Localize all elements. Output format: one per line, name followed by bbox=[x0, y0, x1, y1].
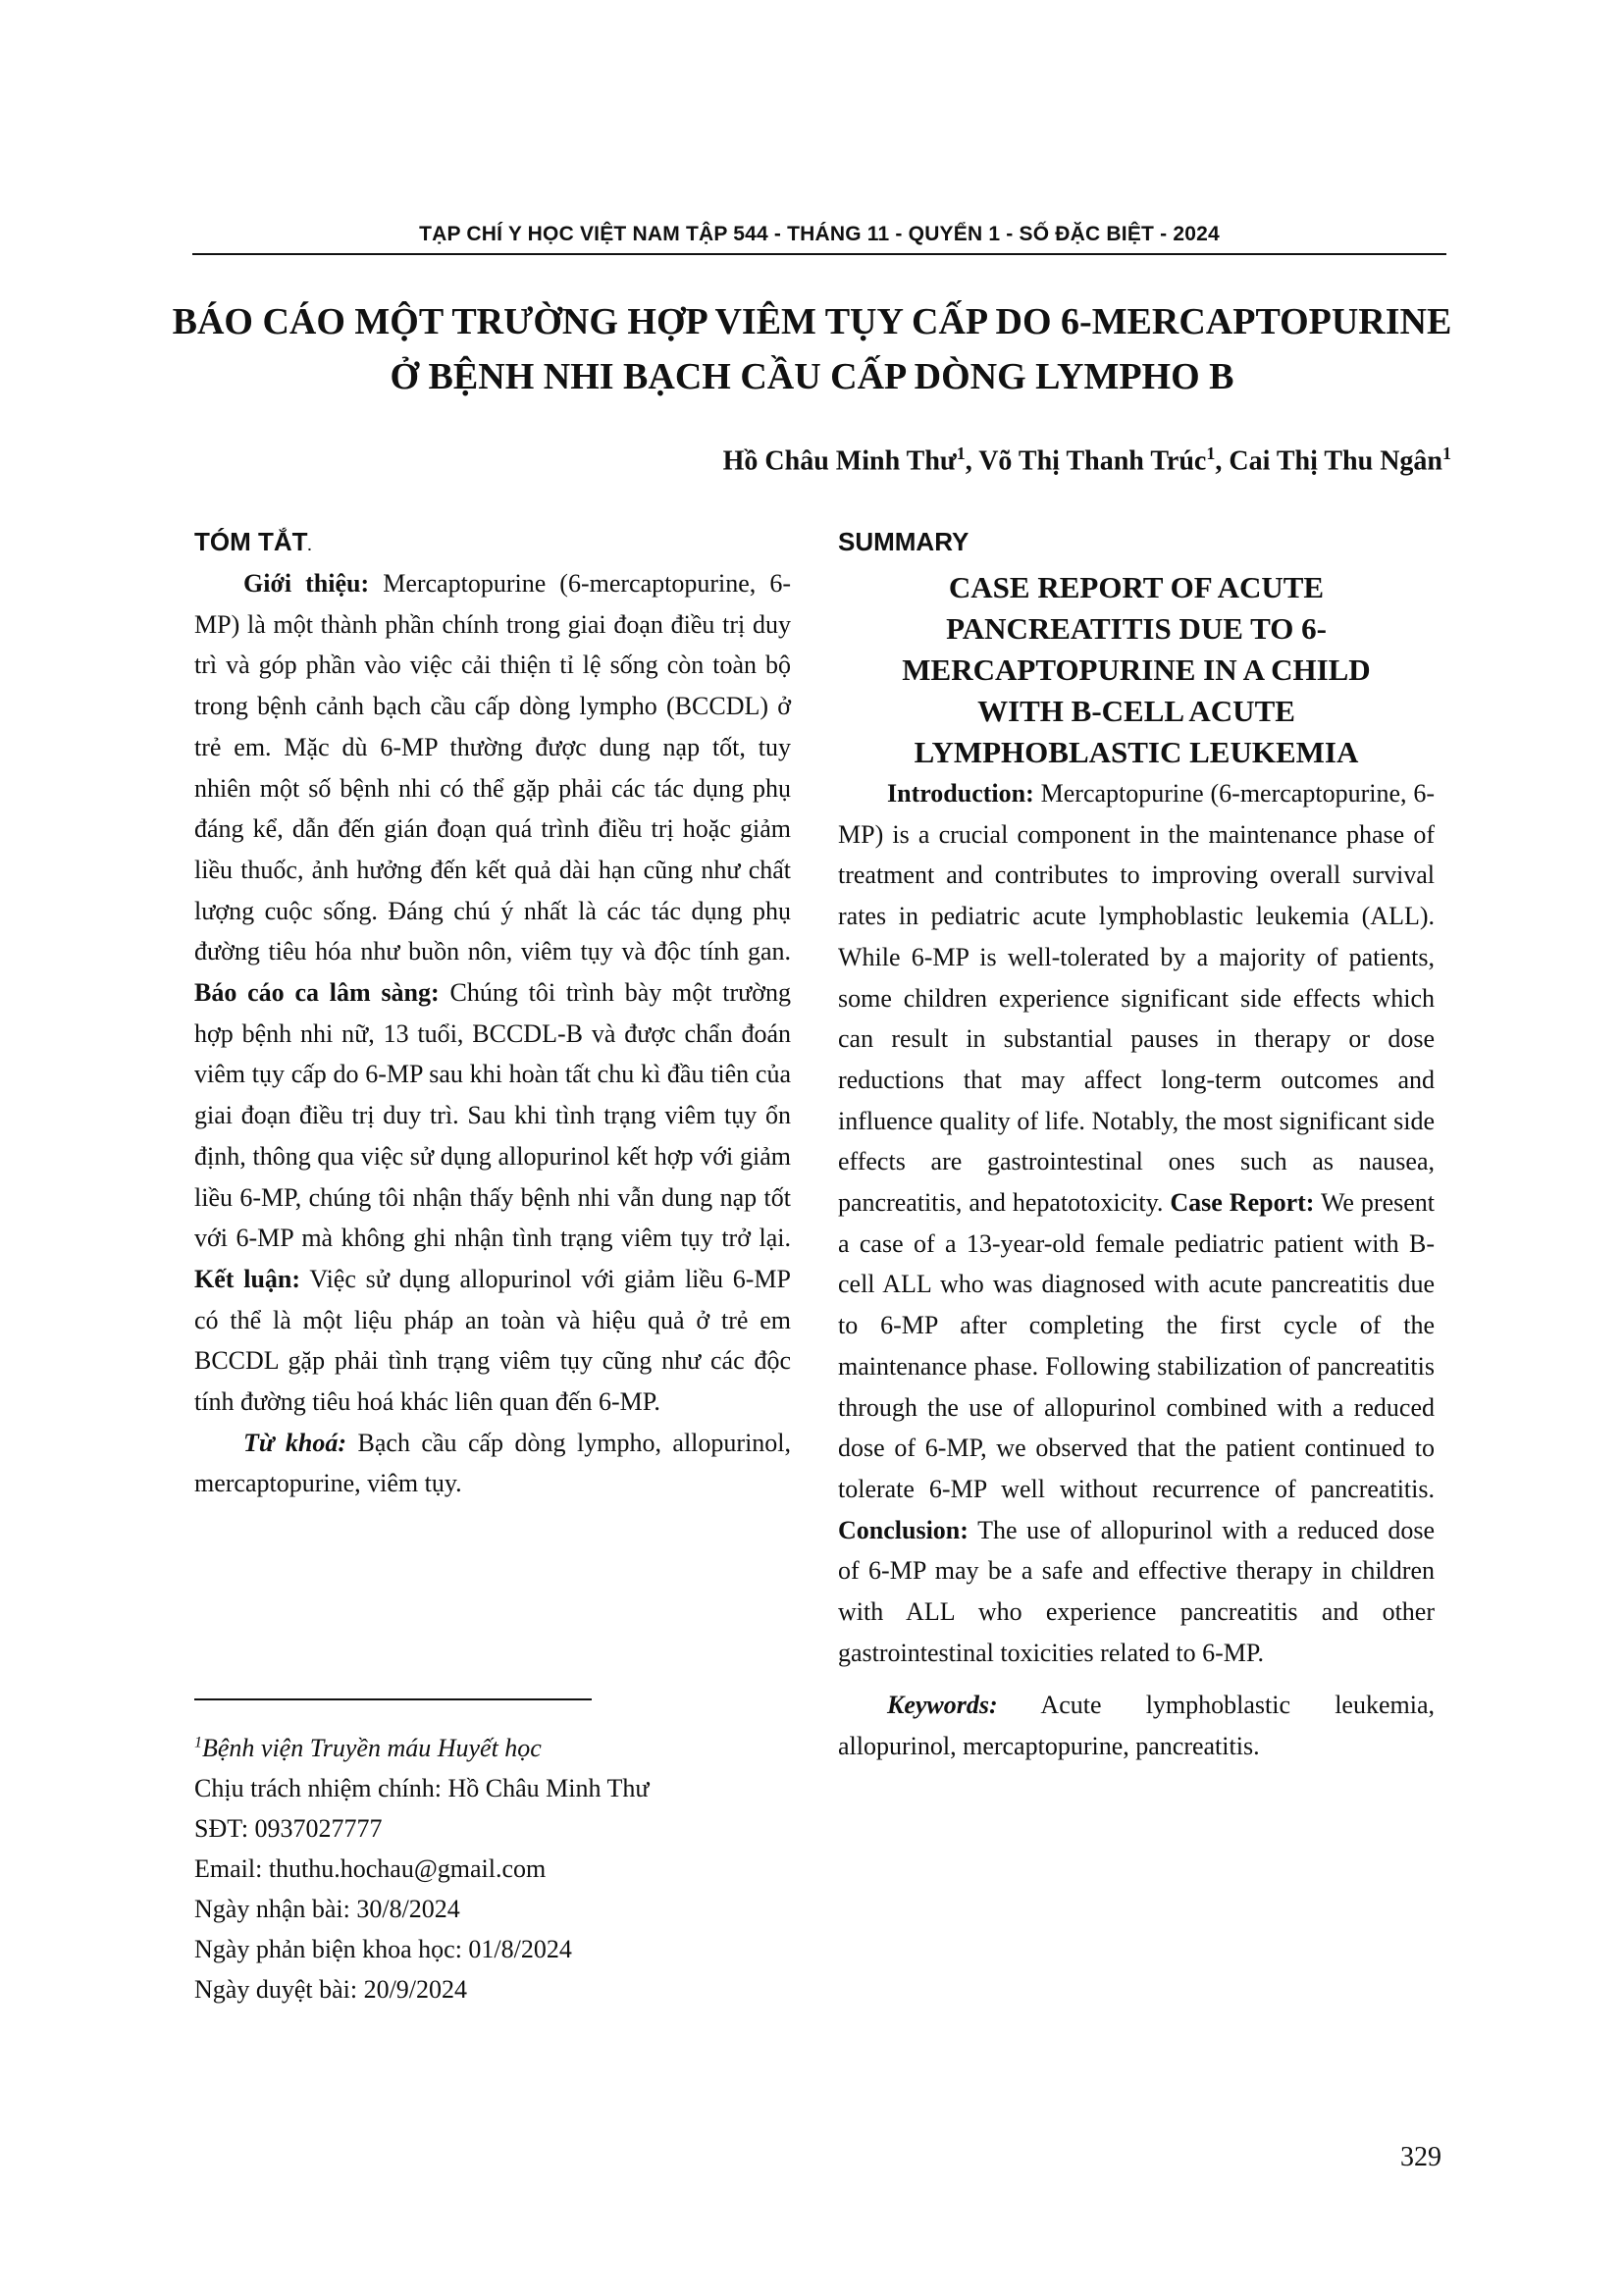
english-title-line: MERCAPTOPURINE IN A CHILD bbox=[902, 652, 1371, 687]
author-list bbox=[723, 444, 1451, 477]
accepted-date: Ngày duyệt bài: 20/9/2024 bbox=[194, 1974, 468, 2004]
case-text: Chúng tôi trình bày một trường hợp bệnh nhi nữ, 13 tuổi, BCCDL-B và được chẩn đoán viêm tụy cấp do 6-MP sau khi hoàn tất chu kì đầu tiên của giai đoạn điều trị duy trì. Sau khi tình trạng viêm tụy ổn định, thông qua việc sử dụng allopurinol kết hợp với giảm liều 6-MP, chúng tôi nhận thấy bệnh nhi vẫn dung nạp tốt với 6-MP mà không ghi nhận tình trạng viêm tụy trở lại. bbox=[194, 978, 791, 1253]
author-name: Cai Thị Thu Ngân bbox=[1229, 445, 1442, 477]
running-head: TẠP CHÍ Y HỌC VIỆT NAM TẬP 544 - THÁNG 11 - QUYỂN 1 - SỐ ĐẶC BIỆT - 2024 bbox=[419, 223, 1220, 245]
case-text: We present a case of a 13-year-old female pediatric patient with B-cell ALL who was diagnosed with acute pancreatitis due to 6-MP after completing the first cycle of the maintenance phase. Following stabilization of pancreatitis through the use of allopurinol combined with a reduced dose of 6-MP, we observed that the patient continued to tolerate 6-MP well without recurrence of pancreatitis. bbox=[838, 1188, 1436, 1503]
corresponding-author: Chịu trách nhiệm chính: Hồ Châu Minh Thư bbox=[194, 1773, 650, 1802]
title-line-1: BÁO CÁO MỘT TRƯỜNG HỢP VIÊM TỤY CẤP DO 6-MERCAPTOPURINE bbox=[172, 301, 1452, 342]
keywords bbox=[194, 1423, 791, 1504]
author-affiliation-mark: 1 bbox=[1206, 444, 1216, 463]
author-affiliation-mark: 1 bbox=[956, 444, 966, 463]
footnote-rule bbox=[194, 1698, 592, 1700]
author-separator: , bbox=[1215, 445, 1230, 477]
keywords bbox=[838, 1685, 1435, 1766]
article-title bbox=[147, 294, 1477, 404]
review-date: Ngày phản biện khoa học: 01/8/2024 bbox=[194, 1934, 572, 1963]
case-label: Báo cáo ca lâm sàng: bbox=[194, 978, 440, 1008]
conclusion-label: Conclusion: bbox=[838, 1515, 969, 1544]
conclusion-label: Kết luận: bbox=[194, 1264, 301, 1293]
author-separator: , bbox=[965, 445, 979, 477]
keywords-label: Từ khoá: bbox=[243, 1428, 347, 1457]
summary-body bbox=[838, 773, 1435, 1673]
intro-label: Giới thiệu: bbox=[243, 569, 370, 598]
title-line-2: Ở BỆNH NHI BẠCH CẦU CẤP DÒNG LYMPHO B bbox=[390, 356, 1234, 397]
email-address: Email: thuthu.hochau@gmail.com bbox=[194, 1853, 547, 1883]
english-title bbox=[838, 567, 1435, 773]
english-title-line: WITH B-CELL ACUTE bbox=[977, 694, 1295, 728]
english-title-line: CASE REPORT OF ACUTE bbox=[948, 570, 1325, 604]
english-summary bbox=[838, 520, 1435, 1767]
footnotes bbox=[194, 1722, 650, 2009]
keywords-label: Keywords: bbox=[887, 1691, 998, 1720]
abstract-heading: TÓM TẮT. bbox=[194, 527, 312, 556]
conclusion-text: Việc sử dụng allopurinol với giảm liều 6-MP có thể là một liệu pháp an toàn và hiệu quả ở trẻ em BCCDL gặp phải tình trạng viêm tụy cũng như các độc tính đường tiêu hoá khác liên quan đến 6-MP. bbox=[194, 1264, 791, 1417]
vietnamese-abstract bbox=[194, 520, 791, 1504]
keywords-text: Acute lymphoblastic leukemia, allopurinol, mercaptopurine, pancreatitis. bbox=[838, 1691, 1435, 1761]
header-rule bbox=[192, 253, 1446, 255]
intro-text: Mercaptopurine (6-mercaptopurine, 6-MP) là một thành phần chính trong giai đoạn điều trị duy trì và góp phần vào việc cải thiện tỉ lệ sống còn toàn bộ trong bệnh cảnh bạch cầu cấp dòng lympho (BCCDL) ở trẻ em. Mặc dù 6-MP thường được dung nạp tốt, tuy nhiên một số bệnh nhi có thể gặp phải các tác dụng phụ đáng kể, dẫn đến gián đoạn quá trình điều trị hoặc giảm liều thuốc, ảnh hưởng đến kết quả dài hạn cũng như chất lượng cuộc sống. Đáng chú ý nhất là các tác dụng phụ đường tiêu hóa như buồn nôn, viêm tụy và độc tính gan. bbox=[194, 569, 791, 966]
english-title-line: LYMPHOBLASTIC LEUKEMIA bbox=[914, 735, 1359, 769]
page-number: 329 bbox=[1400, 2142, 1441, 2172]
english-title-line: PANCREATITIS DUE TO 6- bbox=[946, 611, 1327, 646]
affiliation-note: $^1$Bệnh viện Truyền máu Huyết học bbox=[194, 1733, 542, 1762]
author-name: Võ Thị Thanh Trúc bbox=[978, 445, 1207, 477]
abstract-body bbox=[194, 563, 791, 1423]
case-label: Case Report: bbox=[1170, 1188, 1315, 1218]
conclusion-text: The use of allopurinol with a reduced dose of 6-MP may be a safe and effective therapy in children with ALL who experience pancreatitis and other gastrointestinal toxicities related to 6-MP. bbox=[838, 1515, 1435, 1667]
author-name: Hồ Châu Minh Thư bbox=[722, 445, 957, 477]
phone-number: SĐT: 0937027777 bbox=[194, 1813, 383, 1843]
keywords-text: Bạch cầu cấp dòng lympho, allopurinol, mercaptopurine, viêm tụy. bbox=[194, 1428, 792, 1498]
author-affiliation-mark: 1 bbox=[1442, 444, 1451, 463]
received-date: Ngày nhận bài: 30/8/2024 bbox=[194, 1894, 460, 1923]
intro-label: Introduction: bbox=[887, 779, 1034, 808]
summary-heading: SUMMARY bbox=[838, 527, 969, 556]
intro-text: Mercaptopurine (6-mercaptopurine, 6-MP) is a crucial component in the maintenance phase of treatment and contributes to improving overall survival rates in pediatric acute lymphoblastic leukemia (ALL). While 6-MP is well-tolerated by a majority of patients, some children experience significant side effects which can result in substantial pauses in therapy or dose reductions that may affect long-term outcomes and influence quality of life. Notably, the most significant side effects are gastrointestinal ones such as nausea, pancreatitis, and hepatotoxicity. bbox=[838, 779, 1435, 1218]
